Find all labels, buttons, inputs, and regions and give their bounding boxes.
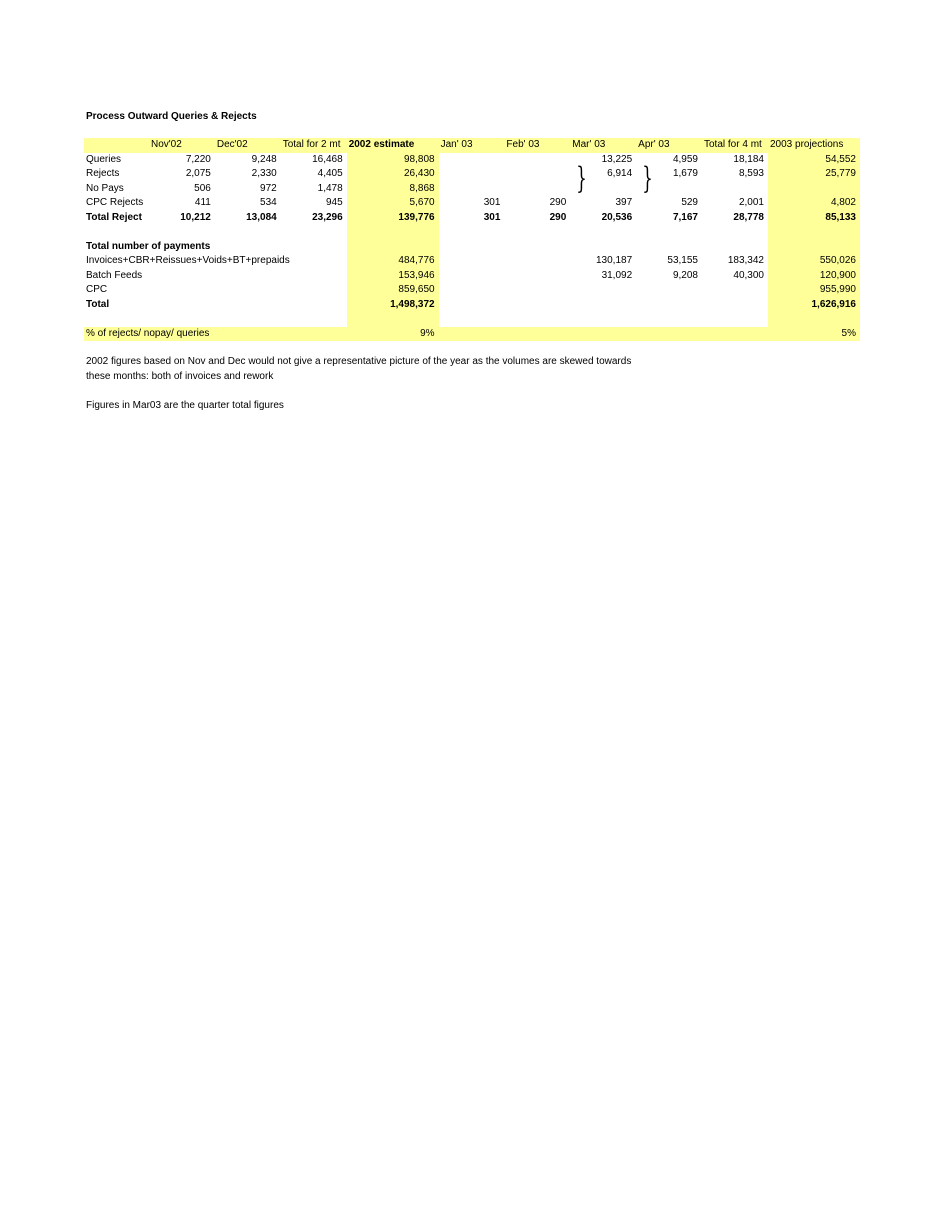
empty-cell <box>347 312 439 327</box>
column-header: Total for 2 mt <box>281 138 347 153</box>
table-cell: 9,248 <box>251 153 277 165</box>
table-cell <box>439 254 505 269</box>
table-cell: 4,802 <box>768 196 860 211</box>
table-cell: 1,498,372 <box>347 298 439 313</box>
row-label: Total <box>86 298 110 310</box>
table-row <box>84 254 860 269</box>
empty-cell <box>504 240 570 255</box>
brace-mar-icon: } <box>576 161 587 196</box>
table-cell <box>702 298 768 313</box>
empty-cell <box>149 225 215 240</box>
table-cell: 16,468 <box>312 153 343 165</box>
empty-cell <box>504 312 570 327</box>
row-label: % of rejects/ nopay/ queries <box>84 327 347 342</box>
table-cell: 8,868 <box>347 182 439 197</box>
table-cell <box>570 283 636 298</box>
spacer-row <box>84 312 860 327</box>
table-cell <box>439 269 505 284</box>
table-cell: 98,808 <box>347 153 439 168</box>
table-cell <box>504 283 570 298</box>
table-cell: 85,133 <box>768 211 860 226</box>
table-cell: 534 <box>260 197 277 208</box>
column-header: Nov'02 <box>149 138 215 153</box>
section-heading: Total number of payments <box>86 240 211 252</box>
table-cell: 7,167 <box>672 211 698 223</box>
column-header: Apr' 03 <box>636 138 702 153</box>
table-cell <box>439 283 505 298</box>
column-header: Dec'02 <box>215 138 281 153</box>
table-cell <box>504 269 570 284</box>
table-cell: 23,296 <box>312 211 343 223</box>
empty-cell <box>570 240 636 255</box>
table-cell: 411 <box>194 197 211 208</box>
empty-cell <box>570 225 636 240</box>
empty-cell <box>702 225 768 240</box>
empty-cell <box>702 327 768 342</box>
empty-cell <box>636 327 702 342</box>
table-cell <box>702 283 768 298</box>
table-cell: 301 <box>483 197 501 208</box>
table-cell <box>439 167 505 182</box>
table-cell: 120,900 <box>768 269 860 284</box>
empty-cell <box>347 225 439 240</box>
table-cell <box>439 182 505 197</box>
note-line-3: Figures in Mar03 are the quarter total figures <box>86 399 284 411</box>
table-cell <box>504 167 570 182</box>
table-cell: 4,405 <box>317 168 343 179</box>
table-cell: 25,779 <box>768 167 860 182</box>
row-label: CPC <box>86 284 108 295</box>
brace-apr-icon: } <box>642 161 653 196</box>
table-cell <box>636 298 702 313</box>
column-header: Total for 4 mt <box>702 138 768 153</box>
table-cell: 550,026 <box>768 254 860 269</box>
empty-cell <box>768 225 860 240</box>
table-cell <box>504 298 570 313</box>
table-cell: 1,478 <box>317 182 343 194</box>
table-cell: 7,220 <box>185 153 211 165</box>
table-cell: 9% <box>347 327 439 342</box>
table-cell: 10,212 <box>180 211 211 223</box>
table-cell: 5,670 <box>347 196 439 211</box>
table-cell: 53,155 <box>667 255 698 266</box>
table-cell: 859,650 <box>347 283 439 298</box>
table-cell: 2,075 <box>185 168 211 179</box>
empty-cell <box>570 312 636 327</box>
table-cell: 139,776 <box>347 211 439 226</box>
table-cell: 183,342 <box>727 255 764 266</box>
table-row <box>84 283 860 298</box>
table-row <box>84 269 860 284</box>
table-cell <box>504 254 570 269</box>
table-cell: 2,001 <box>738 197 764 208</box>
table-cell <box>570 298 636 313</box>
table-row <box>84 298 860 313</box>
table-cell: 290 <box>549 197 567 208</box>
empty-cell <box>439 240 505 255</box>
table-cell: 31,092 <box>601 269 633 281</box>
table-cell: 290 <box>549 211 567 223</box>
table-cell: 6,914 <box>607 168 633 179</box>
table-cell: 9,208 <box>672 269 698 281</box>
table-cell <box>439 298 505 313</box>
row-label: Batch Feeds <box>86 269 143 281</box>
column-header: Mar' 03 <box>570 138 636 153</box>
table-cell: 4,959 <box>672 153 698 165</box>
table-cell: 529 <box>681 197 698 208</box>
table-cell: 484,776 <box>347 254 439 269</box>
empty-cell <box>281 312 347 327</box>
row-label: No Pays <box>86 182 124 194</box>
table-cell: 13,084 <box>246 211 277 223</box>
empty-cell <box>702 312 768 327</box>
table-cell: 54,552 <box>768 153 860 168</box>
table-cell: 18,184 <box>733 153 764 165</box>
table-cell: 40,300 <box>733 269 764 281</box>
table-cell: 1,626,916 <box>768 298 860 313</box>
table-cell: 13,225 <box>601 153 633 165</box>
empty-cell <box>636 225 702 240</box>
empty-cell <box>347 240 439 255</box>
table-row <box>84 153 860 168</box>
row-label: Rejects <box>86 168 120 179</box>
row-label: CPC Rejects <box>86 197 144 208</box>
table-cell <box>504 153 570 168</box>
empty-cell <box>570 327 636 342</box>
note-line-2: these months: both of invoices and rework <box>86 370 274 382</box>
empty-cell <box>636 240 702 255</box>
row-label: Queries <box>86 153 122 165</box>
table-cell: 301 <box>483 211 501 223</box>
empty-cell <box>439 312 505 327</box>
table-cell <box>702 182 768 197</box>
table-cell: 153,946 <box>347 269 439 284</box>
table-cell: 130,187 <box>596 255 633 266</box>
table-cell: 945 <box>326 197 343 208</box>
table-cell: 972 <box>260 182 277 194</box>
table-cell: 1,679 <box>672 168 698 179</box>
empty-cell <box>439 327 505 342</box>
table-cell: 20,536 <box>601 211 633 223</box>
header-row <box>84 138 860 153</box>
empty-cell <box>768 312 860 327</box>
column-header: 2003 projections <box>768 138 860 153</box>
table-cell: 26,430 <box>347 167 439 182</box>
table-cell <box>636 283 702 298</box>
table-row <box>84 211 860 226</box>
empty-cell <box>149 312 215 327</box>
empty-cell <box>636 312 702 327</box>
empty-cell <box>84 312 149 327</box>
spacer-row <box>84 225 860 240</box>
table-row <box>84 182 860 197</box>
row-label: Total Reject <box>86 211 142 223</box>
table-cell: 8,593 <box>738 168 764 179</box>
column-header: 2002 estimate <box>347 138 439 153</box>
note-line-1: 2002 figures based on Nov and Dec would not give a representative picture of the year as the volumes are skewed towards <box>86 356 632 367</box>
sheet-title: Process Outward Queries & Rejects <box>86 111 257 122</box>
percent-row <box>84 327 860 342</box>
empty-cell <box>768 240 860 255</box>
empty-cell <box>504 225 570 240</box>
data-table <box>84 138 860 341</box>
section-heading-row <box>84 240 860 255</box>
row-label: Invoices+CBR+Reissues+Voids+BT+prepaids <box>86 255 290 266</box>
empty-cell <box>702 240 768 255</box>
table-cell: 5% <box>768 327 860 342</box>
table-cell: 397 <box>615 197 633 208</box>
empty-cell <box>215 225 281 240</box>
column-header: Jan' 03 <box>439 138 505 153</box>
empty-cell <box>84 225 149 240</box>
table-cell <box>768 182 860 197</box>
empty-cell <box>215 312 281 327</box>
empty-cell <box>504 327 570 342</box>
table-cell: 2,330 <box>251 168 277 179</box>
table-cell <box>504 182 570 197</box>
column-header: Feb' 03 <box>504 138 570 153</box>
table-cell: 955,990 <box>768 283 860 298</box>
column-header <box>84 138 149 153</box>
table-row <box>84 196 860 211</box>
empty-cell <box>439 225 505 240</box>
table-row <box>84 167 860 182</box>
table-cell: 506 <box>194 182 211 194</box>
empty-cell <box>281 225 347 240</box>
table-cell: 28,778 <box>733 211 764 223</box>
table-cell <box>439 153 505 168</box>
